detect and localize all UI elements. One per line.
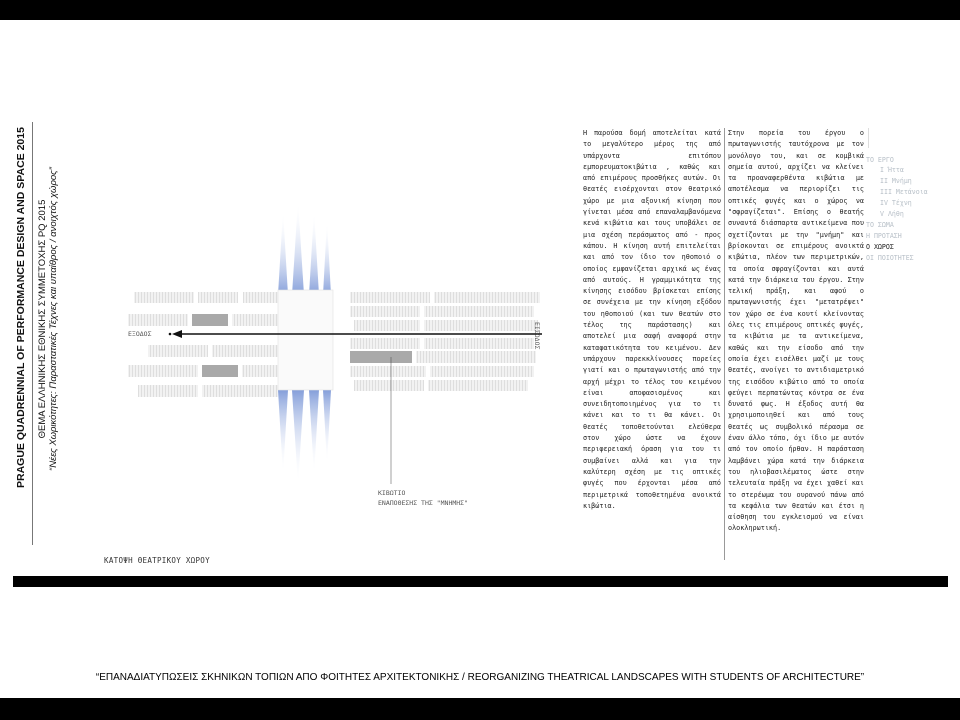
column-divider bbox=[724, 128, 725, 560]
menu-item-i-protasi[interactable]: Η ΠΡΟΤΑΣΗ bbox=[866, 232, 902, 240]
vertical-divider bbox=[32, 122, 33, 545]
light-cones-top bbox=[278, 200, 331, 295]
menu-item-oi-poiotites[interactable]: ΟΙ ΠΟΙΟΤΗΤΕΣ bbox=[866, 254, 914, 262]
menu-item-itta[interactable]: I Ήττα bbox=[880, 166, 904, 174]
menu-item-mnimi[interactable]: II Μνήμη bbox=[880, 177, 912, 185]
exodos-label: ΕΞΟΔΟΣ bbox=[128, 330, 152, 338]
containers-left bbox=[128, 292, 278, 397]
light-cones-bottom bbox=[278, 390, 331, 485]
axis-arrow bbox=[169, 330, 542, 338]
menu-item-lithi[interactable]: V Λήθη bbox=[880, 210, 904, 218]
vertical-theme: ΘΕΜΑ ΕΛΛΗΝΙΚΗΣ ΕΘΝΙΚΗΣ ΣΥΜΜΕΤΟΧΗΣ PQ 2015 bbox=[37, 199, 48, 439]
horizontal-rule bbox=[13, 576, 948, 587]
text-column-1: Η παρούσα δομή αποτελείται κατά το μεγαλύτερο μέρος της από υπάρχοντα επιτόπου εμπορευματοκιβώτια , καθώς και από επιμέρους προσθήκες αυτών. Οι θεατές εισέρχονται στον θεατρικό χώρο με μια αξονική κίνηση που γίνεται μέσα από επαναλαμβανόμενα κενά κιβώτια και τους υποβάλει σε μια σχέση περάσματος από - προς κάπου. Η κίνηση αυτή επιτελείται και από τον ίδιο τον ηθοποιό ο οποίος εμφανίζεται αρχικά ως ένας από αυτούς. Η γραμμικότητα της κίνησης εισόδου βρίσκεται επίσης σε συνέχεια με την κίνηση εξόδου του ηθοποιού (και των θεατών στο τέλος της παράστασης) και αποτελεί μια σαφή αναφορά στην καταφατικότητα του κειμένου. Δεν υπάρχουν παρεκκλίνουσες πορείες γιατί και ο πρωταγωνιστής από την αρχή μέχρι το τέλος του κειμένου είναι αποφασισμένος και συνειδητοποιημένος για το τι κάνει και το τι θα κάνει. Οι θεατές τοποθετούνται ελεύθερα στον χώρο ώστε να έχουν περιφερειακή όραση για του τι συμβαίνει αλλά και για την καλύτερη σχέση με τις οπτικές φυγές που έρχονται μέσα από περιμετρικά τοποθετημένα ανοικτά κιβώτια. bbox=[583, 129, 721, 510]
kivotio-label-line1: ΚΙΒΩΤΙΟ bbox=[378, 489, 406, 497]
menu-item-to-ergo[interactable]: ΤΟ ΕΡΓΟ bbox=[866, 156, 894, 164]
floor-plan-drawing bbox=[128, 200, 578, 520]
bottom-black-bar bbox=[0, 698, 960, 720]
text-column-2: Στην πορεία του έργου ο πρωταγωνιστής ταυτόχρονα με τον μονόλογο του, και σε κομβικά σημεία αυτού, αρχίζει να κλείνει τα προαναφερθέντα κιβώτια με αποτέλεσμα να περιορίζει τις οπτικές φυγές και ο χώρος να "σφραγίζεται". Επίσης ο θεατής συναντά διάσπαρτα αντικείμενα που σχετίζονται με την "μνήμη" και βρίσκονται σε επιμέρους ανοικτά κιβώτια, πλέον των περιμετρικών, τα οποία σφραγίζονται και αυτά κατά την διάρκεια του έργου. Στην τελική πράξη, και αφού ο πρωταγωνιστής έχει "μετατρέψει" τον χώρο σε ένα κουτί κλείνοντας όλες τις επιμέρους οπτικές φυγές, τα κιβώτια με τα αντικείμενα, καθώς και την είσοδο από την οποία έχει εισέλθει μαζί με τους θεατές, ανοίγει το αντιδιαμετρικό της εισόδου κιβώτιο από το οποία φεύγει περπατώντας κόντρα σε ένα δυνατό φως. Η έξοδος αυτή θα χρησιμοποιηθεί και από τους θεατές ως συμβολικό πέρασμα σε έναν άλλο τόπο, όχι ίδιο με αυτόν από τον οποίο ήρθαν. Η παράσταση λαμβάνει χώρα κατά την διάρκεια του ηλιοβασιλέματος ώστε στην τελευταία πράξη να έχει χαθεί και το στερέωμα του ουρανού πάνω από τα κεφάλια των θεατών και έτσι η αίσθηση του εγκλεισμού να είναι ολοκληρωτική. bbox=[728, 129, 864, 533]
kivotio-label-line2: ΕΝΑΠΟΘΕΣΗΣ ΤΗΣ "ΜΝΗΜΗΣ" bbox=[378, 499, 469, 507]
vertical-subtitle: “Νέες Χωρικότητες: Παραστατικές Τέχνες και υπαίθρος / ανοιχτός χώρος” bbox=[48, 167, 59, 471]
vertical-title: PRAGUE QUADRENNIAL OF PERFORMANCE DESIGN AND SPACE 2015 bbox=[15, 127, 27, 488]
footer-caption: “ΕΠΑΝΑΔΙΑΤΥΠΩΣΕΙΣ ΣΚΗΝΙΚΩΝ ΤΟΠΙΩΝ ΑΠΟ ΦΟΙΤΗΤΕΣ ΑΡΧΙΤΕΚΤΟΝΙΚΗΣ / REORGANIZING THEATRICAL LANDSCAPES WITH STUDENTS OF ARCHITECTURE” bbox=[95, 672, 865, 683]
floor-plan bbox=[128, 200, 578, 520]
containers-right bbox=[350, 292, 540, 391]
section-menu bbox=[866, 128, 946, 268]
kivotio-label bbox=[378, 488, 468, 508]
menu-item-texni[interactable]: IV Τέχνη bbox=[880, 199, 912, 207]
menu-item-metanoia[interactable]: III Μετάνοια bbox=[880, 188, 928, 196]
top-black-bar bbox=[0, 0, 960, 20]
eisodos-label: ΕΙΣΟΔΟΣ bbox=[533, 322, 541, 350]
menu-item-o-xoros[interactable]: Ο ΧΩΡΟΣ bbox=[866, 243, 894, 251]
containers-center bbox=[278, 290, 333, 390]
plan-caption: ΚΑΤΟΨΗ ΘΕΑΤΡΙΚΟΥ ΧΩΡΟΥ bbox=[104, 556, 210, 565]
menu-item-to-soma[interactable]: ΤΟ ΣΩΜΑ bbox=[866, 221, 894, 229]
